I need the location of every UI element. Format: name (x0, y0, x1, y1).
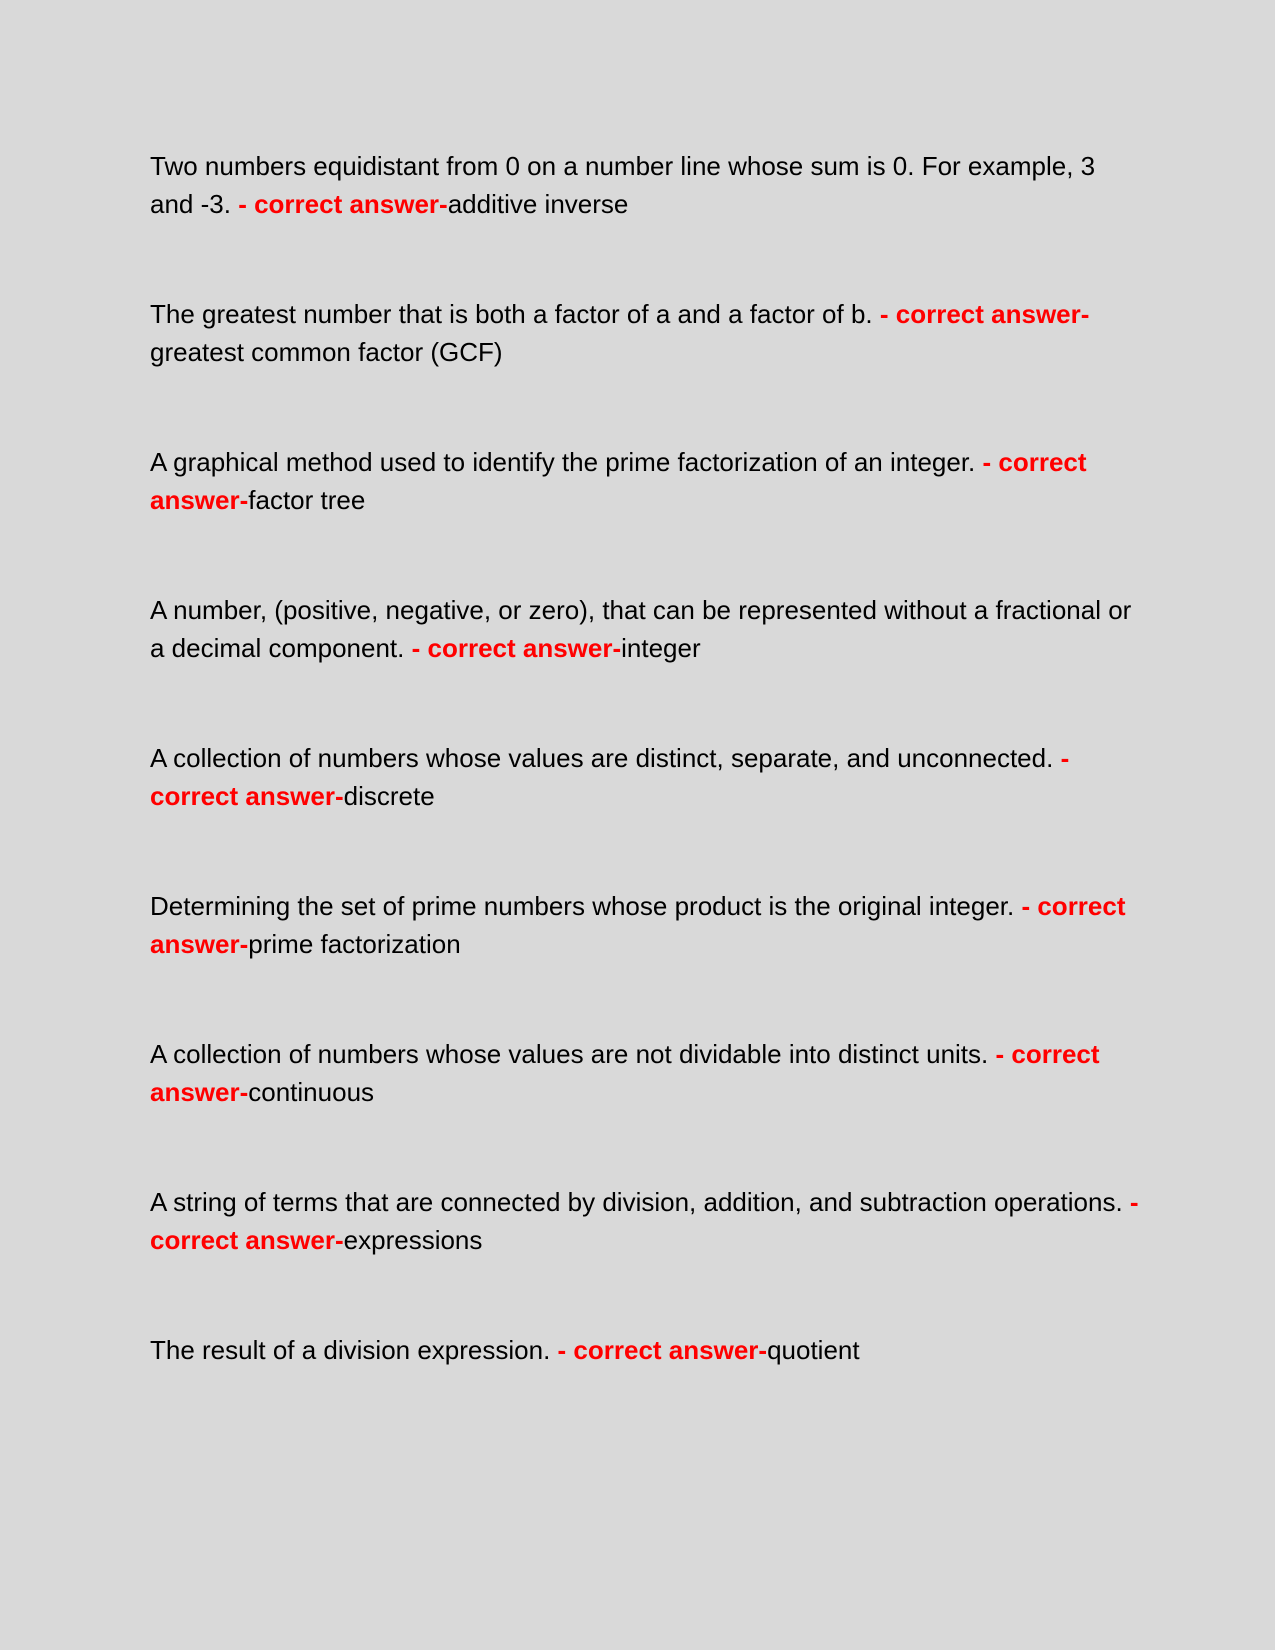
qa-item (150, 1183, 1140, 1259)
correct-answer-separator: - correct answer- (411, 633, 622, 663)
question-text: Determining the set of prime numbers whose product is the original integer. (150, 891, 1015, 921)
answer-text: integer (621, 633, 701, 663)
question-text: A collection of numbers whose values are distinct, separate, and unconnected. (150, 743, 1054, 773)
qa-item (150, 887, 1140, 963)
qa-item (150, 147, 1140, 223)
answer-text: continuous (248, 1077, 375, 1107)
question-text: A string of terms that are connected by division, addition, and subtraction operations. (150, 1187, 1123, 1217)
question-text: A collection of numbers whose values are not dividable into distinct units. (150, 1039, 989, 1069)
answer-text: quotient (767, 1335, 860, 1365)
question-text: Two numbers equidistant from 0 on a number line whose sum is 0. For example, 3 and -3. (150, 151, 1096, 219)
qa-item (150, 295, 1140, 371)
correct-answer-separator: - correct answer- (150, 743, 1070, 811)
correct-answer-separator: - correct answer- (238, 189, 448, 219)
answer-text: additive inverse (447, 189, 629, 219)
correct-answer-separator: - correct answer- (150, 447, 1087, 515)
question-text: The greatest number that is both a factor of a and a factor of b. (150, 299, 873, 329)
answer-text: factor tree (248, 485, 366, 515)
qa-item (150, 1331, 1140, 1369)
correct-answer-separator: - correct answer- (879, 299, 1090, 329)
answer-text: discrete (343, 781, 435, 811)
answer-text: expressions (343, 1225, 483, 1255)
correct-answer-separator: - correct answer- (150, 1039, 1100, 1107)
document-page (150, 147, 1140, 1441)
correct-answer-separator: - correct answer- (150, 1187, 1139, 1255)
correct-answer-separator: - correct answer- (557, 1335, 768, 1365)
qa-item (150, 591, 1140, 667)
correct-answer-separator: - correct answer- (150, 891, 1126, 959)
qa-item (150, 443, 1140, 519)
answer-text: greatest common factor (GCF) (150, 337, 503, 367)
question-text: The result of a division expression. (150, 1335, 551, 1365)
question-text: A graphical method used to identify the prime factorization of an integer. (150, 447, 976, 477)
question-text: A number, (positive, negative, or zero), that can be represented without a fractional or a decimal component. (150, 595, 1132, 663)
answer-text: prime factorization (248, 929, 461, 959)
qa-item (150, 1035, 1140, 1111)
qa-item (150, 739, 1140, 815)
